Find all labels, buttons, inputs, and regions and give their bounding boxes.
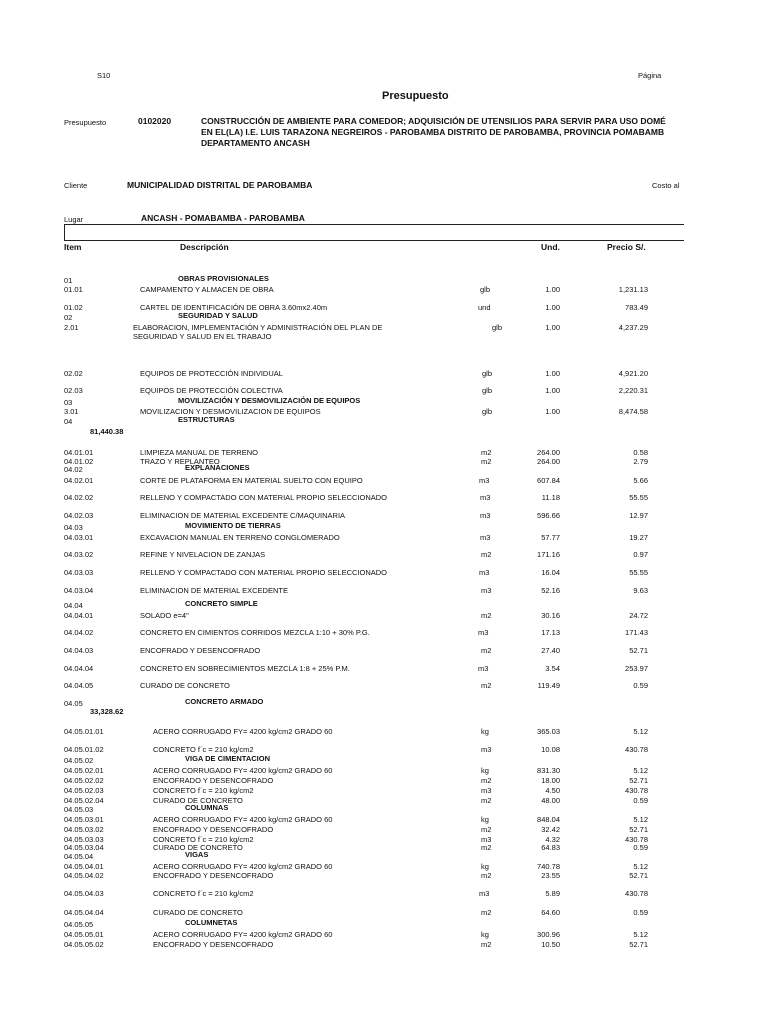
presupuesto-label: Presupuesto (64, 118, 107, 127)
header-rule-bottom (64, 240, 684, 241)
col-item: Item (64, 242, 82, 252)
row-unit: m2 (481, 940, 492, 949)
row-description: CAMPAMENTO Y ALMACEN DE OBRA (140, 285, 274, 294)
row-unit: m3 (478, 628, 489, 637)
row-description: REFINE Y NIVELACION DE ZANJAS (140, 550, 266, 559)
row-item: 2.01 (64, 323, 79, 332)
row-description: CORTE DE PLATAFORMA EN MATERIAL SUELTO CON EQUIPO (140, 476, 363, 485)
row-description: ELIMINACION DE MATERIAL EXCEDENTE (140, 586, 288, 595)
row-item: 04.04.05 (64, 681, 94, 690)
row-description-cont: SEGURIDAD Y SALUD EN EL TRABAJO (133, 332, 272, 341)
row-item: 04.05.05.02 (64, 940, 104, 949)
row-item: 04.01.02 (64, 457, 94, 466)
row-item: 04.02.01 (64, 476, 94, 485)
row-description: CURADO DE CONCRETO (153, 796, 243, 805)
row-price: 2.79 (633, 457, 648, 466)
section-title: COLUMNAS (185, 803, 229, 812)
row-unit: m2 (481, 457, 492, 466)
row-price: 52.71 (629, 871, 648, 880)
row-price: 5.12 (633, 930, 648, 939)
row-price: 4,921.20 (618, 369, 648, 378)
section-title: MOVIMIENTO DE TIERRAS (185, 521, 281, 530)
row-item: 04 (64, 417, 73, 426)
row-description: CONCRETO f´c = 210 kg/cm2 (153, 889, 254, 898)
row-quantity: 30.16 (541, 611, 560, 620)
row-quantity: 48.00 (541, 796, 560, 805)
row-unit: m3 (479, 476, 490, 485)
row-item: 01.01 (64, 285, 83, 294)
row-description: ENCOFRADO Y DESENCOFRADO (153, 871, 274, 880)
row-item: 04.05.04.04 (64, 908, 104, 917)
row-price: 52.71 (629, 825, 648, 834)
row-item: 04.05.04.03 (64, 889, 104, 898)
row-item: 04.05.03 (64, 805, 94, 814)
row-unit: m2 (481, 611, 492, 620)
row-price: 24.72 (629, 611, 648, 620)
row-quantity: 64.83 (541, 843, 560, 852)
row-unit: und (478, 303, 491, 312)
row-price: 0.59 (633, 908, 648, 917)
row-item: 04.05.01.01 (64, 727, 104, 736)
costo-label: Costo al (652, 181, 680, 190)
row-item: 04.04.03 (64, 646, 94, 655)
project-title-line-1: CONSTRUCCIÓN DE AMBIENTE PARA COMEDOR; ADQUISICIÓN DE UTENSILIOS PARA SERVIR PARA USO DOMÉ (201, 116, 666, 126)
row-item: 04.05.02.03 (64, 786, 104, 795)
row-unit: m2 (481, 908, 492, 917)
report-code: S10 (97, 71, 111, 80)
row-price: 0.59 (633, 681, 648, 690)
row-unit: kg (481, 815, 489, 824)
row-price: 430.78 (625, 786, 648, 795)
section-title: VIGAS (185, 850, 209, 859)
row-item: 04.05.05 (64, 920, 94, 929)
row-unit: m2 (481, 796, 492, 805)
row-price: 171.43 (625, 628, 648, 637)
row-price: 8,474.58 (618, 407, 648, 416)
row-item: 04.05.03.03 (64, 835, 104, 844)
row-quantity: 32.42 (541, 825, 560, 834)
row-item: 01.02 (64, 303, 83, 312)
row-unit: kg (481, 766, 489, 775)
row-item: 02.02 (64, 369, 83, 378)
row-description: TRAZO Y REPLANTEO (140, 457, 220, 466)
row-description: CARTEL DE IDENTIFICACIÓN DE OBRA 3.60mx2.40m (140, 303, 328, 312)
row-description: CONCRETO f´c = 210 kg/cm2 (153, 786, 254, 795)
section-title: CONCRETO SIMPLE (185, 599, 258, 608)
subtotal-value: 81,440.38 (90, 427, 124, 436)
row-price: 55.55 (629, 493, 648, 502)
row-price: 430.78 (625, 745, 648, 754)
row-price: 783.49 (625, 303, 648, 312)
row-item: 04.05.03.02 (64, 825, 104, 834)
lugar-value: ANCASH - POMABAMBA - PAROBAMBA (141, 213, 305, 223)
row-description: CURADO DE CONCRETO (153, 908, 243, 917)
row-item: 04.05.04 (64, 852, 94, 861)
row-unit: m3 (478, 664, 489, 673)
row-item: 04.04.01 (64, 611, 94, 620)
row-price: 55.55 (629, 568, 648, 577)
row-item: 04.04.02 (64, 628, 94, 637)
section-title: CONCRETO ARMADO (185, 697, 264, 706)
row-description: ENCOFRADO Y DESENCOFRADO (153, 825, 274, 834)
row-price: 52.71 (629, 646, 648, 655)
row-description: EQUIPOS DE PROTECCIÓN INDIVIDUAL (140, 369, 283, 378)
row-quantity: 4.32 (545, 835, 560, 844)
row-description: EXCAVACION MANUAL EN TERRENO CONGLOMERADO (140, 533, 340, 542)
row-unit: glb (482, 369, 493, 378)
row-unit: m2 (481, 776, 492, 785)
row-unit: kg (481, 727, 489, 736)
row-quantity: 1.00 (545, 369, 560, 378)
row-quantity: 11.18 (541, 493, 560, 502)
row-unit: m2 (481, 825, 492, 834)
row-description: CONCRETO f´c = 210 kg/cm2 (153, 745, 254, 754)
row-item: 04.05.02 (64, 756, 94, 765)
row-unit: m3 (480, 511, 491, 520)
row-quantity: 27.40 (541, 646, 560, 655)
row-price: 430.78 (625, 835, 648, 844)
row-quantity: 16.04 (541, 568, 560, 577)
row-unit: m2 (481, 550, 492, 559)
row-price: 5.12 (633, 862, 648, 871)
lugar-label: Lugar (64, 215, 84, 224)
header-rule-left (64, 224, 65, 241)
row-item: 04.05.02.04 (64, 796, 104, 805)
col-descripcion: Descripción (180, 242, 229, 252)
project-title-line-3: DEPARTAMENTO ANCASH (201, 138, 310, 148)
section-title: VIGA DE CIMENTACION (185, 754, 271, 763)
row-description: ENCOFRADO Y DESENCOFRADO (153, 940, 274, 949)
row-unit: m3 (481, 745, 492, 754)
row-price: 5.12 (633, 815, 648, 824)
row-quantity: 18.00 (541, 776, 560, 785)
section-title: EXPLANACIONES (185, 463, 250, 472)
row-description: LIMPIEZA MANUAL DE TERRENO (140, 448, 258, 457)
row-quantity: 1.00 (545, 323, 560, 332)
row-quantity: 64.60 (541, 908, 560, 917)
row-unit: glb (492, 323, 503, 332)
row-unit: m2 (481, 871, 492, 880)
row-item: 02.03 (64, 386, 83, 395)
row-price: 52.71 (629, 776, 648, 785)
section-title: ESTRUCTURAS (178, 415, 235, 424)
row-price: 253.97 (625, 664, 648, 673)
row-description: CURADO DE CONCRETO (140, 681, 230, 690)
row-price: 430.78 (625, 889, 648, 898)
row-item: 04.05 (64, 699, 83, 708)
row-quantity: 1.00 (545, 386, 560, 395)
row-description: ACERO CORRUGADO FY= 4200 kg/cm2 GRADO 60 (153, 766, 333, 775)
row-unit: glb (480, 285, 491, 294)
row-unit: glb (482, 386, 493, 395)
row-quantity: 52.16 (541, 586, 560, 595)
row-unit: m3 (481, 786, 492, 795)
row-price: 19.27 (629, 533, 648, 542)
row-description: ACERO CORRUGADO FY= 4200 kg/cm2 GRADO 60 (153, 930, 333, 939)
row-unit: kg (481, 930, 489, 939)
project-title-line-2: EN EL(LA) I.E. LUIS TARAZONA NEGREIROS - PAROBAMBA DISTRITO DE PAROBAMBA, PROVINCIA POMABAMB (201, 127, 665, 137)
page-title: Presupuesto (382, 90, 449, 102)
row-price: 1,231.13 (618, 285, 648, 294)
row-unit: m3 (480, 493, 491, 502)
row-quantity: 740.78 (537, 862, 560, 871)
row-description: ENCOFRADO Y DESENCOFRADO (153, 776, 274, 785)
row-unit: m2 (481, 646, 492, 655)
row-description: ELIMINACION DE MATERIAL EXCEDENTE C/MAQUINARIA (140, 511, 346, 520)
row-item: 04.02.03 (64, 511, 94, 520)
row-quantity: 17.13 (541, 628, 560, 637)
row-item: 04.05.03.01 (64, 815, 104, 824)
section-title: MOVILIZACIÓN Y DESMOVILIZACIÓN DE EQUIPOS (178, 396, 361, 405)
header-rule-top (64, 224, 684, 225)
cliente-label: Cliente (64, 181, 88, 190)
row-item: 04.01.01 (64, 448, 94, 457)
row-price: 2,220.31 (618, 386, 648, 395)
row-unit: m3 (481, 586, 492, 595)
row-description: CONCRETO f´c = 210 kg/cm2 (153, 835, 254, 844)
row-item: 04.03.04 (64, 586, 94, 595)
row-description: EQUIPOS DE PROTECCIÓN COLECTIVA (140, 386, 283, 395)
section-title: SEGURIDAD Y SALUD (178, 311, 258, 320)
row-quantity: 119.49 (537, 681, 560, 690)
row-price: 5.12 (633, 766, 648, 775)
row-description: CONCRETO EN SOBRECIMIENTOS MEZCLA 1:8 + 25% P.M. (140, 664, 350, 673)
row-price: 5.12 (633, 727, 648, 736)
row-description: SOLADO e=4" (140, 611, 189, 620)
row-quantity: 607.84 (537, 476, 560, 485)
row-price: 12.97 (629, 511, 648, 520)
row-description: ELABORACION, IMPLEMENTACIÓN Y ADMINISTRACIÓN DEL PLAN DE (133, 323, 383, 332)
row-quantity: 1.00 (545, 407, 560, 416)
row-description: ACERO CORRUGADO FY= 4200 kg/cm2 GRADO 60 (153, 862, 333, 871)
row-price: 0.59 (633, 843, 648, 852)
row-unit: kg (481, 862, 489, 871)
row-price: 9.63 (633, 586, 648, 595)
col-und: Und. (541, 242, 560, 252)
row-price: 52.71 (629, 940, 648, 949)
row-price: 0.58 (633, 448, 648, 457)
row-item: 04.04.04 (64, 664, 94, 673)
row-quantity: 171.16 (537, 550, 560, 559)
row-item: 04.05.04.02 (64, 871, 104, 880)
row-price: 4,237.29 (618, 323, 648, 332)
row-description: CURADO DE CONCRETO (153, 843, 243, 852)
row-quantity: 10.50 (541, 940, 560, 949)
row-quantity: 3.54 (545, 664, 560, 673)
col-precio: Precio S/. (607, 242, 646, 252)
row-quantity: 300.96 (537, 930, 560, 939)
row-item: 04.03.03 (64, 568, 94, 577)
presupuesto-number: 0102020 (138, 116, 172, 126)
row-quantity: 848.04 (537, 815, 560, 824)
row-item: 3.01 (64, 407, 79, 416)
row-item: 04.02.02 (64, 493, 94, 502)
row-price: 0.59 (633, 796, 648, 805)
row-description: ACERO CORRUGADO FY= 4200 kg/cm2 GRADO 60 (153, 727, 333, 736)
row-unit: m2 (481, 843, 492, 852)
row-price: 0.97 (633, 550, 648, 559)
row-quantity: 365.03 (537, 727, 560, 736)
row-item: 01 (64, 276, 73, 285)
row-item: 04.05.05.01 (64, 930, 104, 939)
page-label: Página (638, 71, 662, 80)
cliente-value: MUNICIPALIDAD DISTRITAL DE PAROBAMBA (127, 180, 313, 190)
row-quantity: 10.08 (541, 745, 560, 754)
row-description: ACERO CORRUGADO FY= 4200 kg/cm2 GRADO 60 (153, 815, 333, 824)
row-quantity: 1.00 (545, 285, 560, 294)
row-item: 04.03.02 (64, 550, 94, 559)
row-unit: m3 (480, 533, 491, 542)
row-unit: m3 (481, 835, 492, 844)
row-item: 04.04 (64, 601, 83, 610)
row-description: ENCOFRADO Y DESENCOFRADO (140, 646, 261, 655)
row-item: 04.05.02.01 (64, 766, 104, 775)
row-description: RELLENO Y COMPACTADO CON MATERIAL PROPIO SELECCIONADO (140, 568, 387, 577)
row-item: 04.05.04.01 (64, 862, 104, 871)
row-unit: m2 (481, 681, 492, 690)
subtotal-value: 33,328.62 (90, 707, 124, 716)
row-description: MOVILIZACION Y DESMOVILIZACION DE EQUIPOS (140, 407, 321, 416)
row-item: 04.03.01 (64, 533, 94, 542)
row-quantity: 596.66 (537, 511, 560, 520)
row-unit: m3 (479, 568, 490, 577)
row-unit: glb (482, 407, 493, 416)
section-title: OBRAS PROVISIONALES (178, 274, 269, 283)
row-quantity: 5.89 (545, 889, 560, 898)
row-quantity: 1.00 (545, 303, 560, 312)
row-item: 02 (64, 313, 73, 322)
row-quantity: 264.00 (537, 457, 560, 466)
row-unit: m3 (479, 889, 490, 898)
row-description: RELLENO Y COMPACTADO CON MATERIAL PROPIO SELECCIONADO (140, 493, 387, 502)
row-quantity: 264.00 (537, 448, 560, 457)
row-quantity: 57.77 (541, 533, 560, 542)
row-price: 5.66 (633, 476, 648, 485)
row-item: 03 (64, 398, 73, 407)
row-item: 04.05.01.02 (64, 745, 104, 754)
row-item: 04.02 (64, 465, 83, 474)
row-quantity: 23.55 (541, 871, 560, 880)
row-description: CONCRETO EN CIMIENTOS CORRIDOS MEZCLA 1:10 + 30% P.G. (140, 628, 370, 637)
row-quantity: 4.50 (545, 786, 560, 795)
row-quantity: 831.30 (537, 766, 560, 775)
row-item: 04.05.02.02 (64, 776, 104, 785)
section-title: COLUMNETAS (185, 918, 238, 927)
row-unit: m2 (481, 448, 492, 457)
row-item: 04.05.03.04 (64, 843, 104, 852)
row-item: 04.03 (64, 523, 83, 532)
